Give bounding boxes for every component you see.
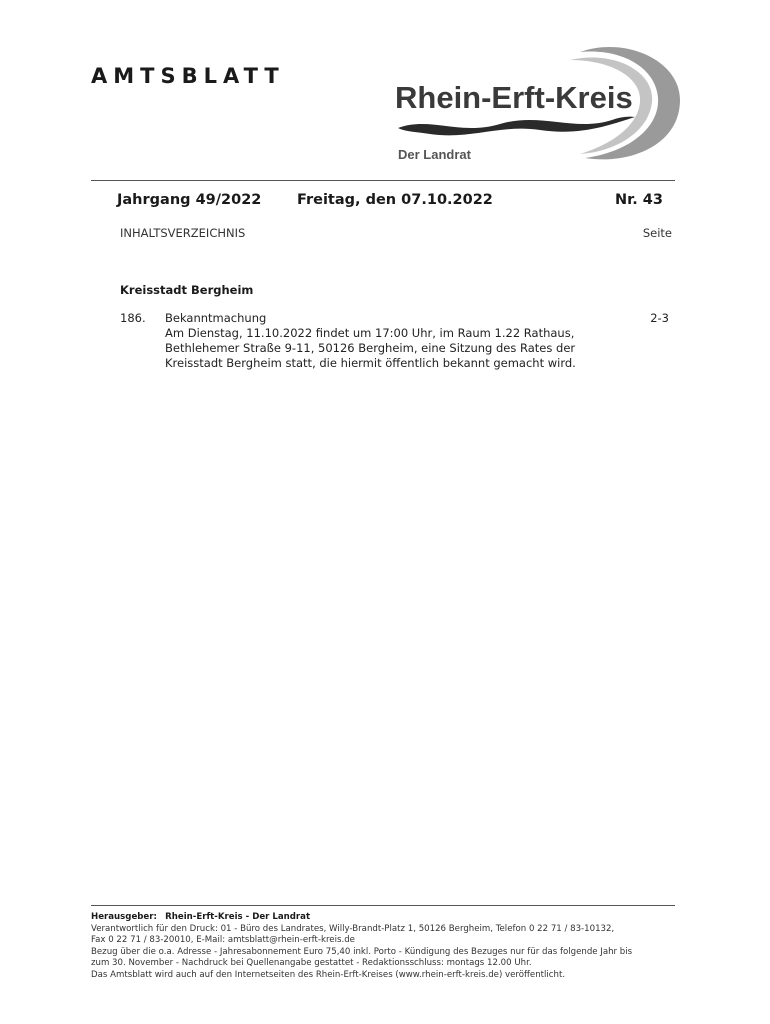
- logo-wordmark: Rhein-Erft-Kreis: [395, 80, 633, 115]
- toc-heading: INHALTSVERZEICHNIS: [120, 226, 246, 240]
- document-title: AMTSBLATT: [91, 64, 285, 88]
- logo-wave: [398, 117, 635, 136]
- toc-entry[interactable]: [165, 311, 635, 371]
- section-title: Kreisstadt Bergheim: [120, 283, 254, 297]
- page-column-heading: Seite: [642, 226, 672, 240]
- imprint-publisher-label: Herausgeber:: [91, 912, 157, 922]
- logo-subtext: Der Landrat: [398, 147, 471, 162]
- imprint-publisher: Rhein-Erft-Kreis - Der Landrat: [165, 912, 311, 922]
- imprint-line: Fax 0 22 71 / 83-20010, E-Mail: amtsblatt@rhein-erft-kreis.de: [91, 935, 355, 946]
- entry-text-line: Bethlehemer Straße 9-11, 50126 Bergheim, eine Sitzung des Rates der: [165, 341, 576, 355]
- issue-year: Jahrgang 49/2022: [117, 192, 262, 208]
- entry-text-line: Am Dienstag, 11.10.2022 findet um 17:00 Uhr, im Raum 1.22 Rathaus,: [165, 326, 575, 340]
- imprint-line: Bezug über die o.a. Adresse - Jahresabonnement Euro 75,40 inkl. Porto - Kündigung des Bezuges nur für das folgende Jahr bis: [91, 946, 633, 957]
- imprint-publisher-line: [91, 912, 691, 924]
- imprint-line: Das Amtsblatt wird auch auf den Internetseiten des Rhein-Erft-Kreises (www.rhein-erft-kreis.de) veröffentlicht.: [91, 969, 566, 980]
- entry-text-line: Kreisstadt Bergheim statt, die hiermit öffentlich bekannt gemacht wird.: [165, 356, 576, 370]
- header-divider: [91, 180, 675, 181]
- entry-pages: 2-3: [650, 311, 669, 325]
- entry-number: 186.: [120, 311, 146, 325]
- imprint-line: zum 30. November - Nachdruck bei Quellenangabe gestattet - Redaktionsschluss: montags 12.00 Uhr.: [91, 958, 532, 969]
- issue-number: Nr. 43: [615, 192, 663, 208]
- imprint-line: Verantwortlich für den Druck: 01 - Büro des Landrates, Willy-Brandt-Platz 1, 50126 Bergheim, Telefon 0 22 71 / 83-10132,: [91, 923, 615, 934]
- imprint: [91, 912, 691, 982]
- footer-divider: [91, 905, 675, 906]
- rhein-erft-kreis-logo: [390, 40, 685, 170]
- entry-title: Bekanntmachung: [165, 311, 267, 325]
- issue-date: Freitag, den 07.10.2022: [297, 192, 493, 208]
